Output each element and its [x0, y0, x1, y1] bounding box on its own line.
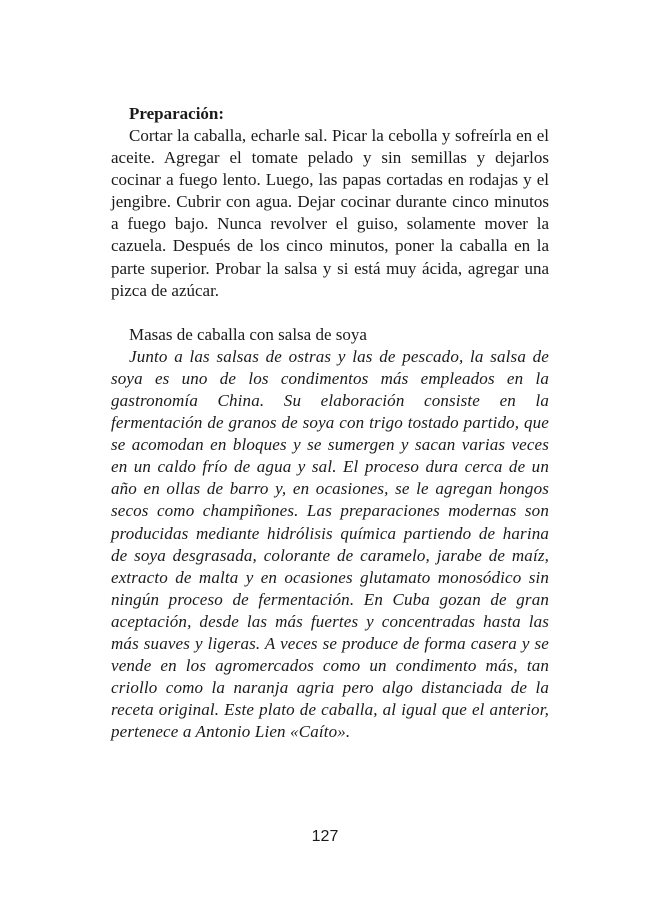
- recipe-title: Masas de caballa con salsa de soya: [129, 324, 367, 344]
- section-spacer: [111, 302, 549, 324]
- page-number: 127: [311, 828, 339, 845]
- page-body: [111, 103, 549, 743]
- preparation-paragraph: Cortar la caballa, echarle sal. Picar la cebolla y sofreírla en el aceite. Agregar el tomate pelado y sin semillas y dejarlos cocinar a fuego lento. Luego, las papas cortadas en rodajas y el jengibre. Cubrir con agua. Dejar cocinar durante cinco minutos a fuego bajo. Nunca revolver el guiso, solamente mover la cazuela. Después de los cinco minutos, poner la caballa en la parte superior. Probar la salsa y si está muy ácida, agregar una pizca de azúcar.: [111, 126, 549, 300]
- preparation-heading: Preparación:: [129, 104, 225, 123]
- recipe-paragraph: Junto a las salsas de ostras y las de pescado, la salsa de soya es uno de los condimentos más empleados en la gastronomía China. Su elaboración consiste en la fermentación de granos de soya con trigo tostado partido, que se acomodan en bloques y se sumergen y sacan varias veces en un caldo frío de agua y sal. El proceso dura cerca de un año en ollas de barro y, en ocasiones, se le agregan hongos secos como champiñones. Las preparaciones modernas son producidas mediante hidrólisis química partiendo de harina de soya desgrasada, colorante de caramelo, jarabe de maíz, extracto de malta y en ocasiones glutamato monosódico sin ningún proceso de fermentación. En Cuba gozan de gran aceptación, desde las más fuertes y concentradas hasta las más suaves y ligeras. A veces se produce de forma casera y se vende en los agromercados como un condimento más, tan criollo como la naranja agria pero algo distanciada de la receta original. Este plato de caballa, al igual que el anterior, pertenece a Antonio Lien «Caíto».: [111, 346, 549, 742]
